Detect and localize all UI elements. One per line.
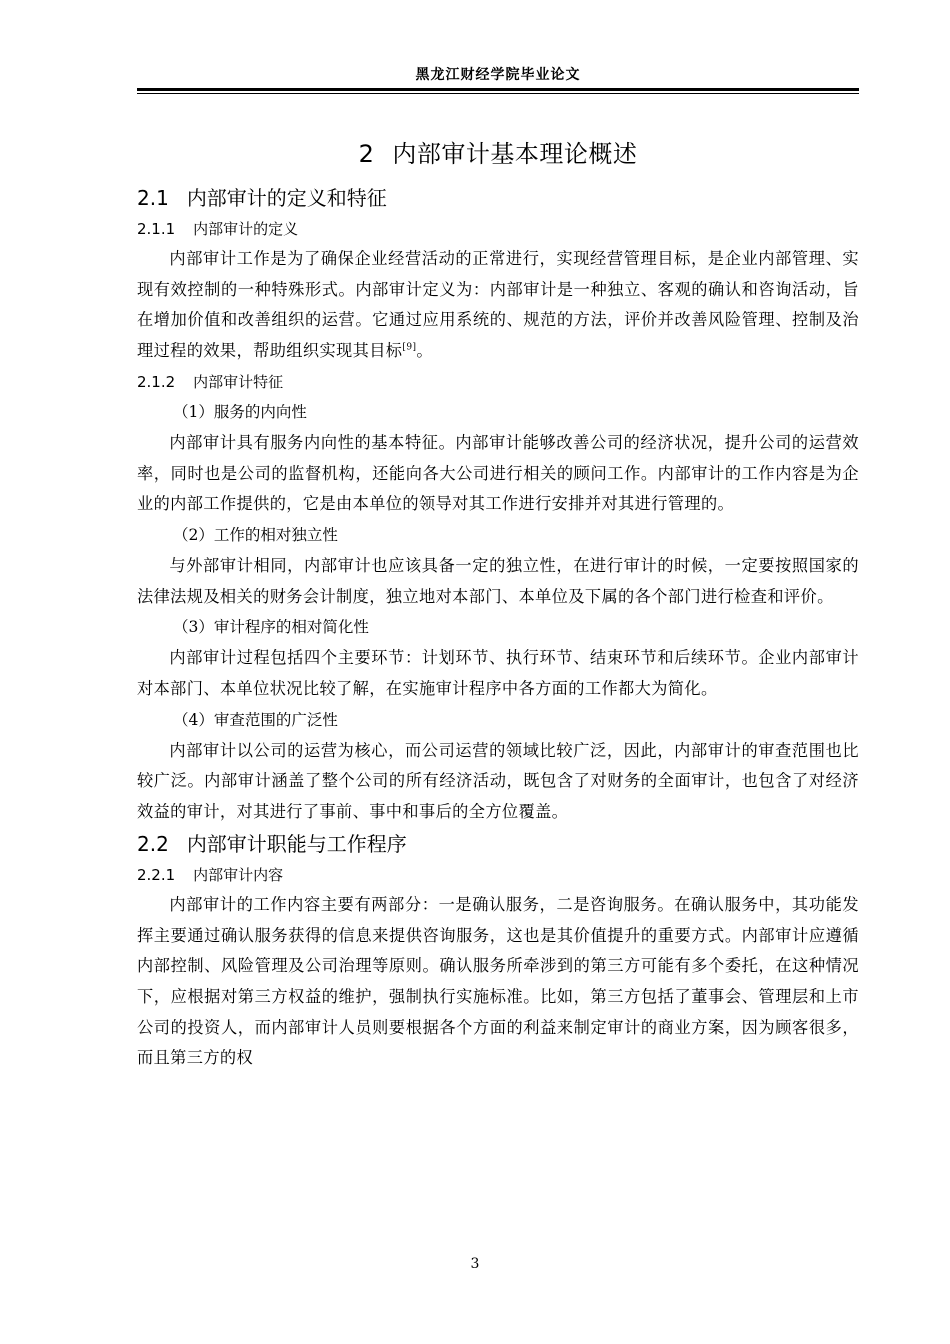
section-number: 2.1 xyxy=(137,186,169,210)
subsection-heading-2-1-1 xyxy=(137,214,859,244)
feature-paragraph: 内部审计具有服务内向性的基本特征。内部审计能够改善公司的经济状况，提升公司的运营效率，同时也是公司的监督机构，还能向各大公司进行相关的顾问工作。内部审计的工作内容是为企业的内部工作提供的，它是由本单位的领导对其工作进行安排并对其进行管理的。 xyxy=(137,432,859,514)
paragraph-definition xyxy=(137,244,859,367)
paragraph-text: 内部审计工作是为了确保企业经营活动的正常进行，实现经营管理目标，是企业内部管理、实现有效控制的一种特殊形式。内部审计定义为：内部审计是一种独立、客观的确认和咨询活动，旨在增加价值和改善组织的运营。它通过应用系统的、规范的方法，评价并改善风险管理、控制及治理过程的效果，帮助组织实现其目标 xyxy=(137,249,859,361)
subsection-number: 2.2.1 xyxy=(137,865,176,884)
feature-item-label: （3）审计程序的相对简化性 xyxy=(173,618,369,637)
chapter-title xyxy=(137,132,859,176)
feature-paragraph: 内部审计以公司的运营为核心，而公司运营的领域比较广泛，因此，内部审计的审查范围也比较广泛。内部审计涵盖了整个公司的所有经济活动，既包含了对财务的全面审计，也包含了对经济效益的审计，对其进行了事前、事中和事后的全方位覆盖。 xyxy=(137,740,859,822)
subsection-title: 内部审计内容 xyxy=(193,865,284,884)
subsection-number: 2.1.1 xyxy=(137,220,176,238)
feature-paragraph: 与外部审计相同，内部审计也应该具备一定的独立性，在进行审计的时候，一定要按照国家的法律法规及相关的财务会计制度，独立地对本部门、本单位及下属的各个部门进行检查和评价。 xyxy=(137,555,859,606)
feature-item-label: （4）审查范围的广泛性 xyxy=(173,710,338,729)
feature-item-label: （2）工作的相对独立性 xyxy=(173,525,338,544)
subsection-title: 内部审计特征 xyxy=(193,372,284,391)
chapter-title-text: 内部审计基本理论概述 xyxy=(392,140,638,168)
section-number: 2.2 xyxy=(137,831,169,856)
section-heading-2-2 xyxy=(137,828,859,860)
subsection-number: 2.1.2 xyxy=(137,372,176,391)
feature-paragraph: 内部审计过程包括四个主要环节：计划环节、执行环节、结束环节和后续环节。企业内部审计对本部门、本单位状况比较了解，在实施审计程序中各方面的工作都大为简化。 xyxy=(137,648,859,699)
running-header: 黑龙江财经学院毕业论文 xyxy=(415,67,581,83)
header-rule-thick xyxy=(137,88,859,91)
subsection-heading-2-1-2 xyxy=(137,367,859,397)
paragraph-content: 内部审计的工作内容主要有两部分：一是确认服务，二是咨询服务。在确认服务中，其功能发挥主要通过确认服务获得的信息来提供咨询服务，这也是其价值提升的重要方式。内部审计应遵循内部控制、风险管理及公司治理等原则。确认服务所牵涉到的第三方可能有多个委托，在这种情况下，应根据对第三方权益的维护，强制执行实施标准。比如，第三方包括了董事会、管理层和上市公司的投资人，而内部审计人员则要根据各个方面的利益来制定审计的商业方案，因为顾客很多，而且第三方的权 xyxy=(137,894,859,1068)
page-body xyxy=(137,128,859,1074)
section-title: 内部审计的定义和特征 xyxy=(186,186,387,210)
paragraph-end: 。 xyxy=(416,341,433,361)
page-number: 3 xyxy=(470,1256,480,1272)
feature-item-label: （1）服务的内向性 xyxy=(173,402,307,421)
citation-marker: [9] xyxy=(402,342,417,353)
subsection-title: 内部审计的定义 xyxy=(193,220,299,238)
section-title: 内部审计职能与工作程序 xyxy=(186,831,407,856)
chapter-number: 2 xyxy=(358,140,375,168)
section-heading-2-1 xyxy=(137,182,859,214)
header-rule-thin xyxy=(137,93,859,94)
subsection-heading-2-2-1 xyxy=(137,860,859,890)
